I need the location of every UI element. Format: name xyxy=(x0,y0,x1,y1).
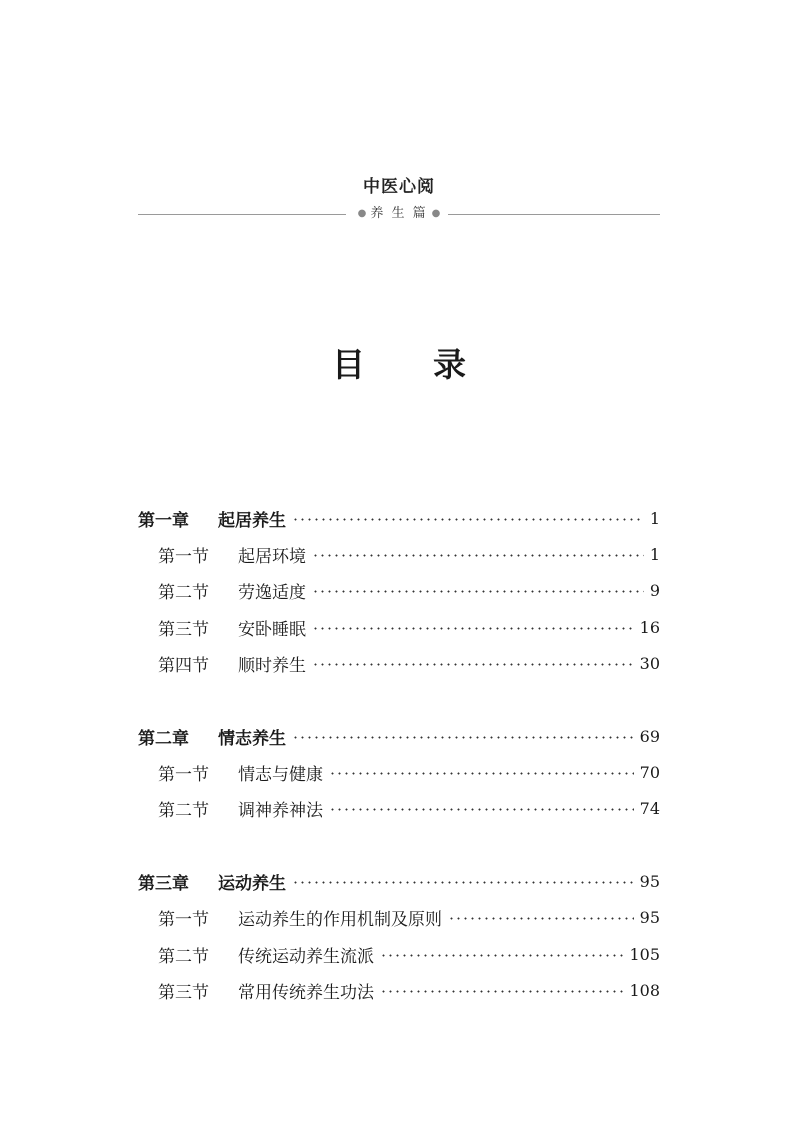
section-number: 第一节 xyxy=(158,547,209,568)
section-entry[interactable] xyxy=(138,573,660,609)
page-number: 74 xyxy=(639,799,660,819)
dot-leader xyxy=(380,990,623,993)
dot-leader xyxy=(292,518,644,521)
section-number: 第三节 xyxy=(158,982,209,1003)
dot-leader xyxy=(329,772,634,775)
section-number: 第二节 xyxy=(158,801,209,822)
dot-leader xyxy=(292,881,634,884)
book-title: 中医心阅 xyxy=(363,177,435,197)
ornament-dot-icon: ● xyxy=(431,208,441,219)
dot-leader xyxy=(329,808,634,811)
dot-leader xyxy=(312,590,644,593)
chapter-entry[interactable] xyxy=(138,500,660,536)
chapter-number: 第二章 xyxy=(138,728,189,749)
page-number: 30 xyxy=(639,654,660,674)
section-number: 第三节 xyxy=(158,619,209,640)
section-title: 顺时养生 xyxy=(238,656,306,677)
chapter-block xyxy=(138,500,660,682)
page-number: 70 xyxy=(639,763,660,783)
section-title: 安卧睡眠 xyxy=(238,619,306,640)
rule-line-left xyxy=(138,214,346,215)
section-number: 第一节 xyxy=(158,765,209,786)
dot-leader xyxy=(380,954,623,957)
section-entry[interactable] xyxy=(138,972,660,1008)
chapter-number: 第一章 xyxy=(138,510,189,531)
section-entry[interactable] xyxy=(138,791,660,827)
page-number: 1 xyxy=(649,545,660,565)
page-number: 1 xyxy=(649,508,660,528)
page-number: 9 xyxy=(649,581,660,601)
section-title: 起居环境 xyxy=(238,547,306,568)
chapter-entry[interactable] xyxy=(138,863,660,899)
section-entry[interactable] xyxy=(138,936,660,972)
section-entry[interactable] xyxy=(138,900,660,936)
section-title: 劳逸适度 xyxy=(238,583,306,604)
table-of-contents xyxy=(138,500,660,1045)
header-rule xyxy=(138,206,660,222)
chapter-block xyxy=(138,863,660,1009)
dot-leader xyxy=(312,627,634,630)
chapter-title: 起居养生 xyxy=(218,510,286,531)
section-title: 传统运动养生流派 xyxy=(238,946,374,967)
volume-subtitle xyxy=(358,206,441,222)
rule-line-right xyxy=(448,214,660,215)
page-number: 95 xyxy=(639,908,660,928)
dot-leader xyxy=(312,663,634,666)
running-header xyxy=(138,172,660,222)
chapter-block xyxy=(138,718,660,827)
dot-leader xyxy=(292,736,634,739)
section-number: 第四节 xyxy=(158,656,209,677)
chapter-title: 运动养生 xyxy=(218,873,286,894)
section-title: 运动养生的作用机制及原则 xyxy=(238,910,442,931)
section-title: 调神养神法 xyxy=(238,801,323,822)
section-entry[interactable] xyxy=(138,609,660,645)
chapter-number: 第三章 xyxy=(138,873,189,894)
chapter-title: 情志养生 xyxy=(218,728,286,749)
page-number: 16 xyxy=(639,617,660,637)
section-title: 情志与健康 xyxy=(238,765,323,786)
section-title: 常用传统养生功法 xyxy=(238,982,374,1003)
section-number: 第二节 xyxy=(158,946,209,967)
page-number: 69 xyxy=(639,726,660,746)
toc-heading-char-1: 目 xyxy=(332,345,365,384)
toc-heading xyxy=(332,345,466,385)
chapter-entry[interactable] xyxy=(138,718,660,754)
ornament-dot-icon: ● xyxy=(357,208,367,219)
toc-heading-char-2: 录 xyxy=(433,345,466,384)
dot-leader xyxy=(448,917,634,920)
section-number: 第二节 xyxy=(158,583,209,604)
section-number: 第一节 xyxy=(158,910,209,931)
subtitle-text: 养 生 篇 xyxy=(370,206,428,221)
page-number: 95 xyxy=(639,871,660,891)
page-number: 105 xyxy=(629,944,660,964)
section-entry[interactable] xyxy=(138,536,660,572)
page-number: 108 xyxy=(629,980,660,1000)
section-entry[interactable] xyxy=(138,646,660,682)
section-entry[interactable] xyxy=(138,754,660,790)
dot-leader xyxy=(312,554,644,557)
